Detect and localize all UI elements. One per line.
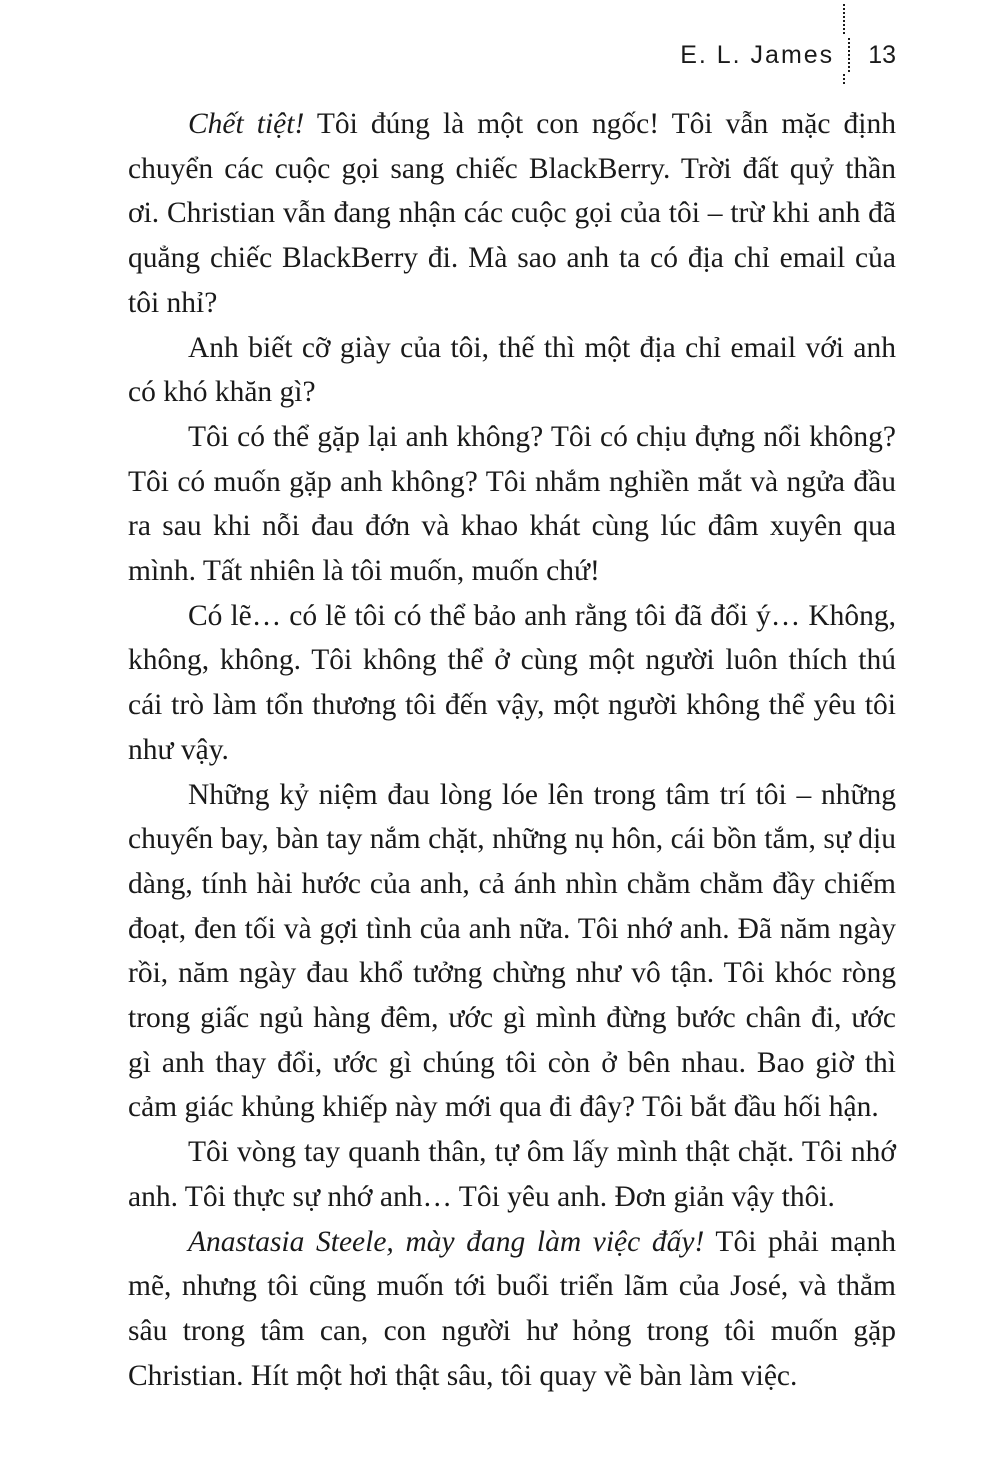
running-header	[680, 38, 896, 72]
paragraph-2-text: Anh biết cỡ giày của tôi, thế thì một địa chỉ email với anh có khó khăn gì?	[128, 331, 896, 409]
page-number: 13	[868, 40, 896, 69]
paragraph-5	[128, 773, 896, 1131]
paragraph-2	[128, 326, 896, 415]
paragraph-1	[128, 102, 896, 326]
paragraph-1-text: Tôi đúng là một con ngốc! Tôi vẫn mặc định chuyển các cuộc gọi sang chiếc BlackBerry. Trời đất quỷ thần ơi. Christian vẫn đang nhận các cuộc gọi của tôi – trừ khi anh đã quẳng chiếc BlackBerry đi. Mà sao anh ta có địa chỉ email của tôi nhỉ?	[128, 108, 896, 319]
paragraph-3	[128, 415, 896, 594]
paragraph-3-text: Tôi có thể gặp lại anh không? Tôi có chịu đựng nổi không? Tôi có muốn gặp anh không? Tôi nhắm nghiền mắt và ngửa đầu ra sau khi nỗi đau đớn và khao khát cùng lúc đâm xuyên qua mình. Tất nhiên là tôi muốn, muốn chứ!	[128, 420, 896, 588]
paragraph-7	[128, 1220, 896, 1399]
header-divider	[848, 38, 850, 72]
paragraph-5-text: Những kỷ niệm đau lòng lóe lên trong tâm trí tôi – những chuyến bay, bàn tay nắm chặt, những nụ hôn, cái bồn tắm, sự dịu dàng, tính hài hước của anh, cả ánh nhìn chằm chằm đầy chiếm đoạt, đen tối và gợi tình của anh nữa. Tôi nhớ anh. Đã năm ngày rồi, năm ngày đau khổ tưởng chừng như vô tận. Tôi khóc ròng trong giấc ngủ hàng đêm, ước gì mình đừng bước chân đi, ước gì anh thay đổi, ước gì chúng tôi còn ở bên nhau. Bao giờ thì cảm giác khủng khiếp này mới qua đi đây? Tôi bắt đầu hối hận.	[128, 778, 896, 1124]
paragraph-4-text: Có lẽ… có lẽ tôi có thể bảo anh rằng tôi đã đổi ý… Không, không, không. Tôi không thể ở cùng một người luôn thích thú cái trò làm tổn thương tôi đến vậy, một người không thể yêu tôi như vậy.	[128, 599, 896, 766]
header-divider-top	[843, 4, 845, 34]
paragraph-6	[128, 1130, 896, 1219]
paragraph-6-text: Tôi vòng tay quanh thân, tự ôm lấy mình thật chặt. Tôi nhớ anh. Tôi thực sự nhớ anh… Tôi yêu anh. Đơn giản vậy thôi.	[128, 1136, 896, 1213]
paragraph-4	[128, 594, 896, 773]
running-header-author: E. L. James	[680, 40, 835, 69]
paragraph-7-italic-lead: Anastasia Steele, mày đang làm việc đấy!	[188, 1225, 705, 1258]
header-divider-bottom	[843, 74, 845, 84]
paragraph-7-text: Tôi phải mạnh mẽ, nhưng tôi cũng muốn tới buổi triển lãm của José, và thẳm sâu trong tâm can, con người hư hỏng trong tôi muốn gặp Christian. Hít một hơi thật sâu, tôi quay về bàn làm việc.	[128, 1225, 896, 1392]
body-text	[128, 102, 896, 1398]
paragraph-1-italic-lead: Chết tiệt!	[188, 108, 305, 140]
